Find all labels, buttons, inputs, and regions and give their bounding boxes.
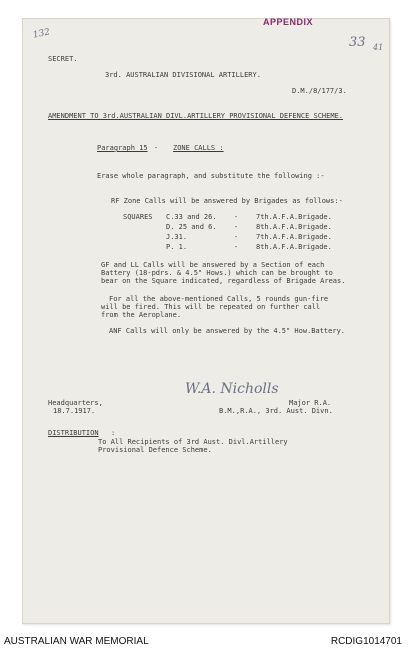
square-cell: P. 1. [166, 243, 188, 251]
headquarters-label: Headquarters, [48, 399, 103, 407]
rf-intro: RF Zone Calls will be answered by Brigades as follows:- [111, 197, 343, 205]
anf-paragraph: ANF Calls will only be answered by the 4.5" How.Battery. [109, 327, 346, 335]
distribution-line: Provisional Defence Scheme. [98, 446, 212, 454]
squares-label: SQUARES [123, 213, 153, 221]
square-dash: - [234, 243, 239, 251]
square-cell: J.31. [166, 233, 188, 241]
date: 18.7.1917. [53, 407, 96, 415]
amendment-heading: AMENDMENT TO 3rd.AUSTRALIAN DIVL.ARTILLERY PROVISIONAL DEFENCE SCHEME. [48, 112, 344, 120]
document-page [22, 18, 390, 624]
footer-institution: AUSTRALIAN WAR MEMORIAL [4, 636, 149, 647]
signature: W.A. Nicholls [185, 381, 279, 397]
brigade-cell: 7th.A.F.A.Brigade. [256, 233, 332, 241]
distribution-colon: : [111, 429, 116, 437]
square-dash: - [234, 233, 239, 241]
footer-record-id: RCDIG1014701 [330, 636, 402, 647]
rounds-paragraph-line: will be fired. This will be repeated on further call [101, 303, 321, 311]
originator: 3rd. AUSTRALIAN DIVISIONAL ARTILLERY. [105, 71, 261, 79]
distribution-label: DISTRIBUTION [48, 429, 99, 437]
appendix-stamp: APPENDIX [263, 17, 314, 27]
gf-paragraph-line: bear on the Square indicated, regardless of Brigade Areas. [101, 277, 346, 285]
folio-note-left: 132 [32, 27, 52, 41]
square-cell: C.33 and 26. [166, 213, 217, 221]
brigade-cell: 7th.A.F.A.Brigade. [256, 213, 332, 221]
rounds-paragraph-line: For all the above-mentioned Calls, 5 rounds gun-fire [109, 295, 329, 303]
archive-footer [0, 636, 408, 650]
gf-paragraph-line: GF and LL Calls will be answered by a Section of each [101, 261, 325, 269]
brigade-cell: 8th.A.F.A.Brigade. [256, 223, 332, 231]
distribution-line: To All Recipients of 3rd Aust. Divl.Artillery [98, 438, 288, 446]
square-dash: - [234, 213, 239, 221]
signatory-appointment: B.M.,R.A., 3rd. Aust. Divn. [219, 407, 333, 415]
paragraph-title: ZONE CALLS : [173, 144, 224, 152]
square-cell: D. 25 and 6. [166, 223, 217, 231]
square-dash: - [234, 223, 239, 231]
paragraph-dash: - [154, 144, 159, 152]
rounds-paragraph-line: from the Aeroplane. [101, 311, 182, 319]
instruction-line: Erase whole paragraph, and substitute the following :- [97, 172, 325, 180]
gf-paragraph-line: Battery (18-pdrs. & 4.5" Hows.) which can be brought to [101, 269, 333, 277]
reference-number: D.M./8/177/3. [292, 87, 347, 95]
brigade-cell: 8th.A.F.A.Brigade. [256, 243, 332, 251]
signatory-rank: Major R.A. [289, 399, 332, 407]
paragraph-ref: Paragraph 15 [97, 144, 148, 152]
folio-note-right: 33 [349, 35, 366, 50]
folio-note-small: 41 [373, 43, 384, 52]
classification: SECRET. [48, 55, 78, 63]
